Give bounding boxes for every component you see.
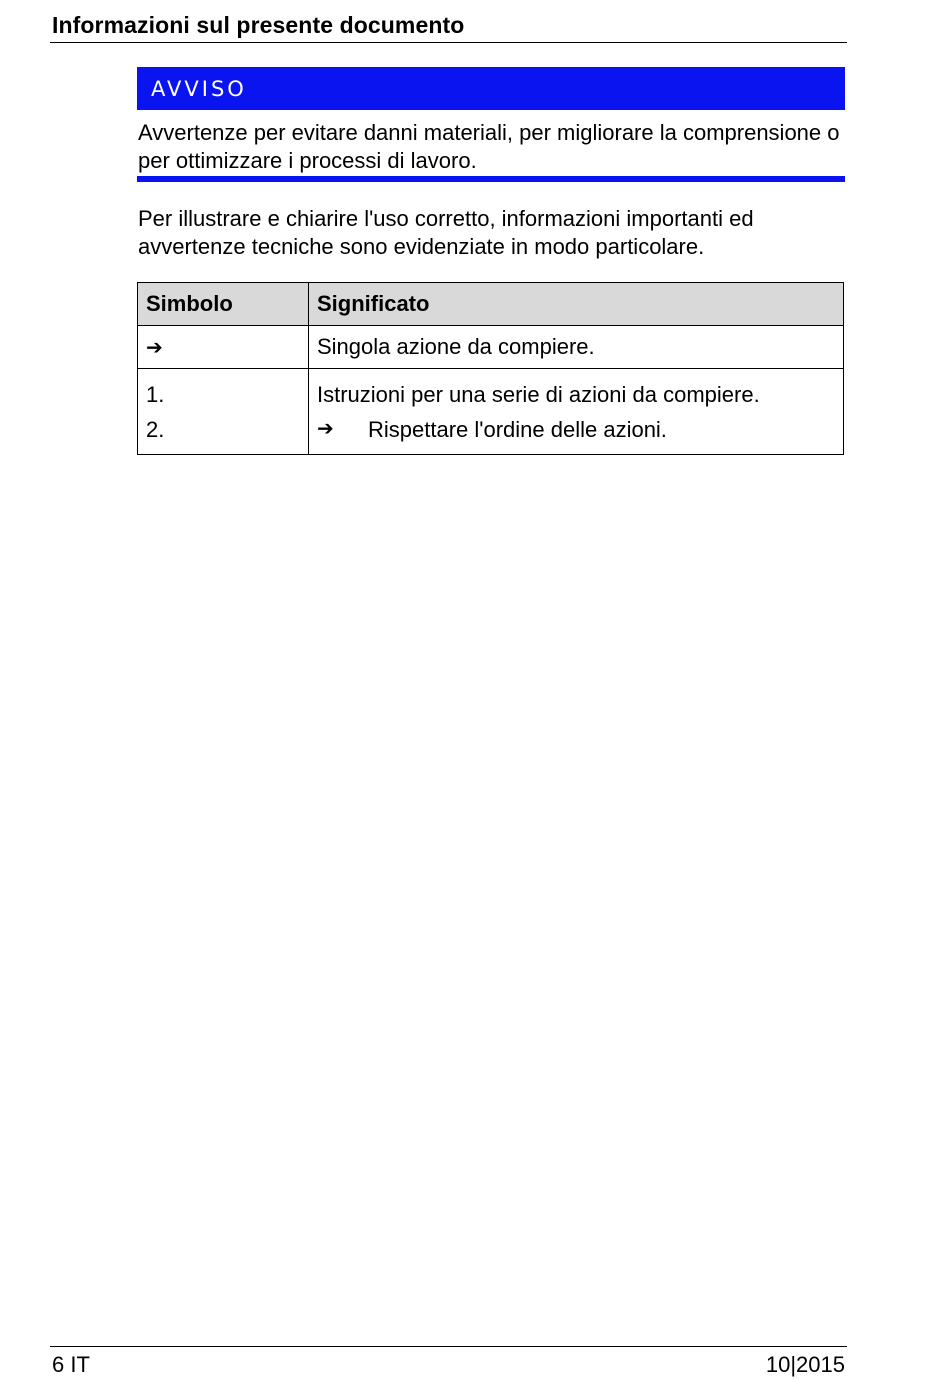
document-date: 10|2015 bbox=[765, 1352, 845, 1377]
table-header-row bbox=[138, 283, 844, 326]
arrow-right-icon: ➔ bbox=[146, 337, 163, 359]
column-header-meaning: Significato bbox=[309, 283, 844, 326]
arrow-right-icon: ➔ bbox=[317, 418, 334, 440]
table-row bbox=[138, 369, 844, 455]
notice-bar bbox=[137, 67, 845, 110]
notice-block bbox=[137, 67, 845, 175]
notice-label: AVVISO bbox=[151, 77, 247, 101]
sub-instruction bbox=[317, 412, 835, 447]
step-number: 2. bbox=[146, 417, 165, 442]
meaning-text: Istruzioni per una serie di azioni da compiere. bbox=[317, 382, 760, 407]
page-footer bbox=[50, 1346, 847, 1380]
meaning-cell: Singola azione da compiere. bbox=[309, 326, 844, 369]
notice-text: Avvertenze per evitare danni materiali, per migliorare la comprensione o per ottimizzare i processi di lavoro. bbox=[138, 120, 840, 173]
table-row bbox=[138, 326, 844, 369]
column-header-symbol: Simbolo bbox=[138, 283, 309, 326]
sub-instruction-text: Rispettare l'ordine delle azioni. bbox=[368, 417, 667, 442]
page-number: 6 IT bbox=[52, 1352, 90, 1377]
step-number: 1. bbox=[146, 382, 165, 407]
page-title: Informazioni sul presente documento bbox=[52, 12, 465, 38]
page-header bbox=[50, 10, 847, 43]
meaning-cell bbox=[309, 369, 844, 455]
notice-divider bbox=[137, 176, 845, 182]
symbol-cell bbox=[138, 369, 309, 455]
intro-paragraph: Per illustrare e chiarire l'uso corretto, informazioni importanti ed avvertenze tecniche sono evidenziate in modo particolare. bbox=[138, 206, 754, 259]
symbol-table bbox=[137, 282, 844, 455]
symbol-cell bbox=[138, 326, 309, 369]
